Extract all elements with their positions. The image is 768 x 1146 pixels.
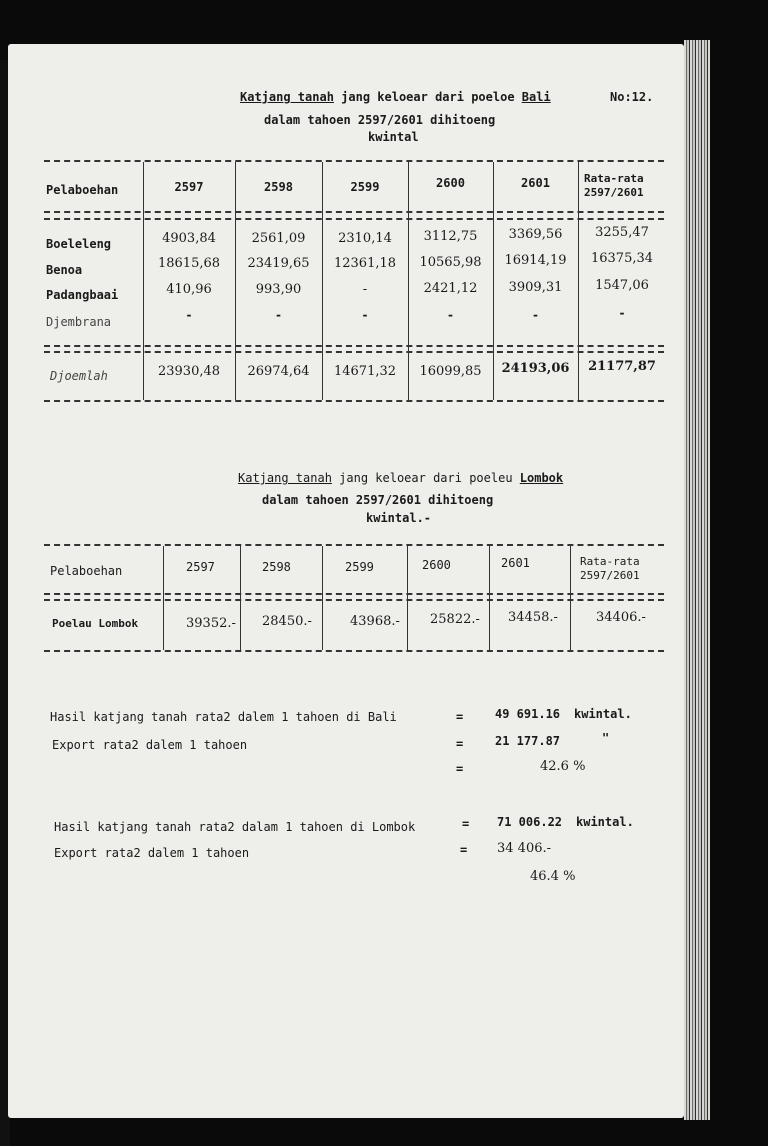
cell-value: 4903,84 [162,231,216,246]
cell-value: 28450.- [262,614,312,629]
header-year: 2597 [174,180,204,194]
summary-value: 71 006.22 [497,815,563,829]
summary-equals: = [456,762,464,776]
cell-value: 34458.- [508,610,558,625]
cell-value: 410,96 [166,282,212,297]
cell-value: 18615,68 [157,256,221,271]
header-average: Rata-rata [584,172,644,185]
bali-title-commodity: Katjang tanah [240,90,334,104]
cell-value: 34406.- [596,610,646,625]
cell-value: 3255,47 [595,225,649,240]
header-port: Pelaboehan [46,183,119,197]
header-average-period: 2597/2601 [580,569,640,582]
summary-label: Hasil katjang tanah rata2 dalem 1 tahoen di Bali [50,710,397,724]
table-rule [44,400,664,402]
bali-title-island: Bali [521,90,551,104]
row-name: Benoa [46,263,83,277]
header-year: 2597 [186,560,215,574]
row-name: Boeleleng [46,237,112,251]
cell-value: - [362,282,368,297]
lombok-title-unit: kwintal.- [366,511,432,525]
column-divider [407,546,408,650]
cell-value: 43968.- [350,614,400,629]
cell-value: 2421,12 [423,281,478,296]
cell-value: 2310,14 [338,231,392,246]
cell-value: 16375,34 [590,251,654,266]
total-value: 21177,87 [588,359,656,374]
summary-percentage: 46.4 % [530,869,576,884]
header-year: 2598 [262,560,291,574]
bali-title-middle: jang keloear dari poeloe [333,90,522,104]
cell-value: - [274,308,283,322]
cell-value: 993,90 [255,282,302,297]
cell-value: 3112,75 [423,229,478,244]
cell-value: - [446,308,455,322]
summary-value: 21 177.87 [495,734,561,748]
total-value: 23930,48 [157,364,221,379]
table-rule [44,599,664,601]
summary-label: Export rata2 dalem 1 tahoen [52,738,248,752]
table-rule [44,650,664,652]
table-rule [44,218,664,220]
header-year: 2601 [521,176,550,190]
row-name: Padangbaai [46,288,119,302]
header-year: 2600 [436,176,465,190]
row-name: Djembrana [46,315,112,329]
summary-equals: = [456,737,464,751]
page-edges [684,40,710,1120]
summary-unit: kwintal. [574,707,632,721]
lombok-title-island: Lombok [519,471,564,485]
cell-value: - [531,308,540,322]
table-rule [44,351,664,353]
column-divider [578,162,579,400]
total-value: 16099,85 [419,364,482,379]
cell-value: 39352.- [186,616,236,631]
cell-value: 25822.- [430,612,480,627]
cell-value: 16914,19 [504,253,567,268]
table-rule [44,345,664,347]
cell-value: 10565,98 [419,255,482,270]
bali-title-line2: dalam tahoen 2597/2601 dihitoeng [264,113,496,127]
total-value: 26974,64 [247,364,310,379]
cell-value: 3909,31 [508,280,563,295]
table-rule [44,544,664,546]
cell-value: - [185,308,193,322]
cell-value: - [361,308,369,322]
header-average: Rata-rata [580,555,640,568]
header-year: 2599 [350,180,380,194]
total-value: 14671,32 [333,364,397,379]
table-rule [44,593,664,595]
header-average-period: 2597/2601 [584,186,644,199]
cell-value: 3369,56 [508,227,563,242]
page-number: No:12. [610,90,654,104]
header-year: 2598 [264,180,293,194]
cell-value: 12361,18 [333,256,397,271]
summary-equals: = [460,843,468,857]
header-year: 2599 [345,560,374,574]
lombok-title-line2: dalam tahoen 2597/2601 dihitoeng [262,493,494,507]
bali-title-unit: kwintal [368,130,419,144]
header-year: 2601 [501,556,530,570]
lombok-title-commodity: Katjang tanah [238,471,332,485]
bali-title-line1 [240,90,551,104]
total-label: Djoemlah [50,369,108,383]
lombok-title-middle: jang keloear dari poeleu [331,471,520,485]
cell-value: - [618,306,626,320]
cell-value: 23419,65 [247,256,310,271]
header-port: Pelaboehan [50,564,123,578]
column-divider [570,546,571,650]
table-rule [44,160,664,162]
column-divider [322,546,323,650]
column-divider [163,546,164,650]
column-divider [240,546,241,650]
header-year: 2600 [422,558,451,572]
table-rule [44,211,664,213]
lombok-title-line1 [238,471,563,485]
row-name: Poelau Lombok [52,617,139,630]
summary-label: Hasil katjang tanah rata2 dalam 1 tahoen di Lombok [54,820,416,834]
summary-percentage: 42.6 % [540,759,586,774]
column-divider [489,546,490,650]
total-value: 24193,06 [501,361,570,376]
summary-unit: " [602,731,610,745]
summary-equals: = [462,817,470,831]
cell-value: 2561,09 [251,231,306,246]
summary-label: Export rata2 dalem 1 tahoen [54,846,250,860]
summary-value: 49 691.16 [495,707,561,721]
summary-value: 34 406.- [497,841,552,856]
summary-unit: kwintal. [576,815,634,829]
cell-value: 1547,06 [595,278,649,293]
summary-equals: = [456,710,464,724]
